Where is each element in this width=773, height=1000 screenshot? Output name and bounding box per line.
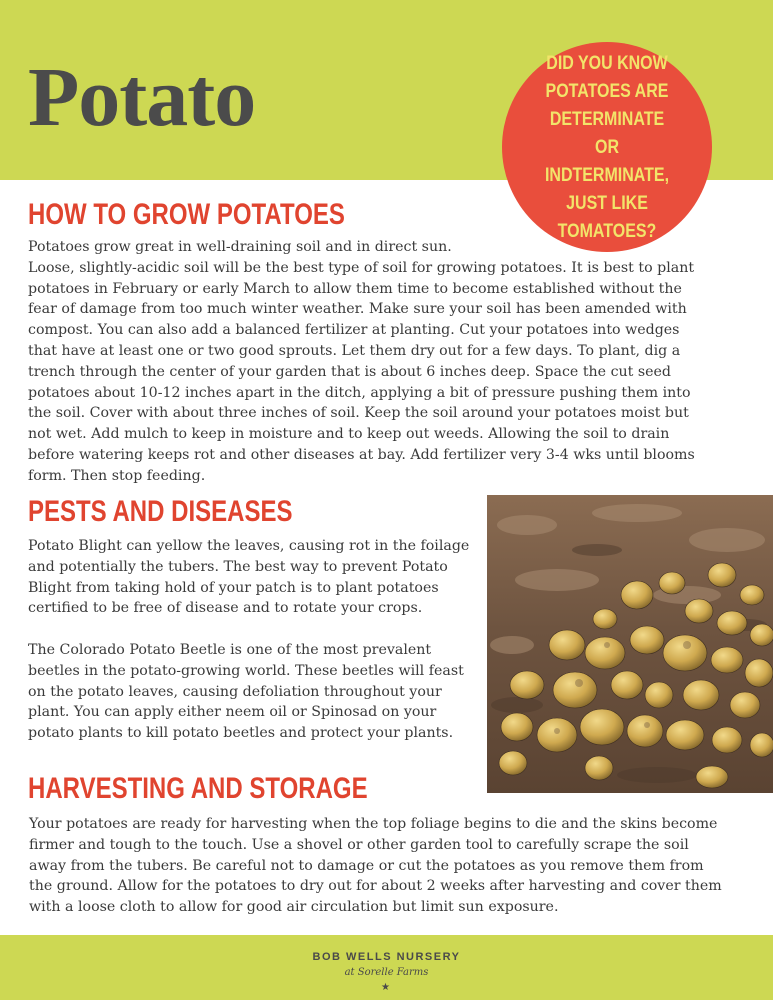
how-to-grow-text: [28, 237, 708, 487]
how-to-grow-heading: HOW TO GROW POTATOES: [28, 198, 345, 231]
star-icon: ★: [381, 982, 390, 993]
pests-paragraph-2: The Colorado Potato Beetle is one of the most prevalent beetles in the potato-growing world. These beetles will feast on the potato leaves, causing defoliation throughout your plant. You can apply either neem oil or Spinosad on your potato plants to kill potato beetles and protect your plants.: [28, 641, 464, 742]
footer-brand-subtitle: at Sorelle Farms: [344, 967, 429, 978]
grow-paragraph-2: Loose, slightly-acidic soil will be the best type of soil for growing potatoes. It is best to plant potatoes in February or early March to allow them time to become established without the fear of damage from too much winter weather. Make sure your soil has been amended with compost. You can also add a balanced fertilizer at planting. Cut your potatoes into wedges that have at least one or two good sprouts. Let them dry out for a few days. To plant, dig a trench through the center of your garden that is about 6 inches deep. Space the cut seed potatoes about 10-12 inches apart in the ditch, applying a bit of pressure pushing them into the soil. Cover with about three inches of soil. Keep the soil around your potatoes moist but not wet. Add mulch to keep in moisture and to keep out weeds. Allowing the soil to drain before watering keeps rot and other diseases at bay. Add fertilizer very 3-4 wks until blooms form. Then stop feeding.: [28, 259, 695, 484]
pests-paragraph-1: Potato Blight can yellow the leaves, causing rot in the foilage and potentially the tubers. The best way to prevent Potato Blight from taking hold of your patch is to plant potatoes certified to be free of disease and to rotate your crops.: [28, 538, 470, 617]
potatoes-photo: [487, 495, 773, 793]
page-title: Potato: [28, 51, 256, 144]
did-you-know-callout: [502, 42, 712, 252]
harvesting-text: Your potatoes are ready for harvesting when the top foliage begins to die and the skins become firmer and tough to the touch. Use a shovel or other garden tool to carefully scrape the soil away from the tubers. Be careful not to damage or cut the potatoes as you remove them from the ground. Allow for the potatoes to dry out for about 2 weeks after harvesting and cover them with a loose cloth to allow for good air circulation but limit sun exposure.: [29, 816, 722, 916]
pests-heading: PESTS AND DISEASES: [28, 495, 293, 528]
harvesting-heading: HARVESTING AND STORAGE: [28, 772, 368, 805]
pests-text: [28, 536, 470, 765]
potatoes-in-soil-image: [487, 495, 773, 793]
footer-brand-name: BOB WELLS NURSERY: [312, 951, 461, 963]
grow-paragraph-1: Potatoes grow great in well-draining soil and in direct sun.: [28, 239, 452, 255]
callout-text: DID YOU KNOW POTATOES ARE DETERMINATE OR INDTERMINATE, JUST LIKE TOMATOES?: [544, 52, 670, 242]
